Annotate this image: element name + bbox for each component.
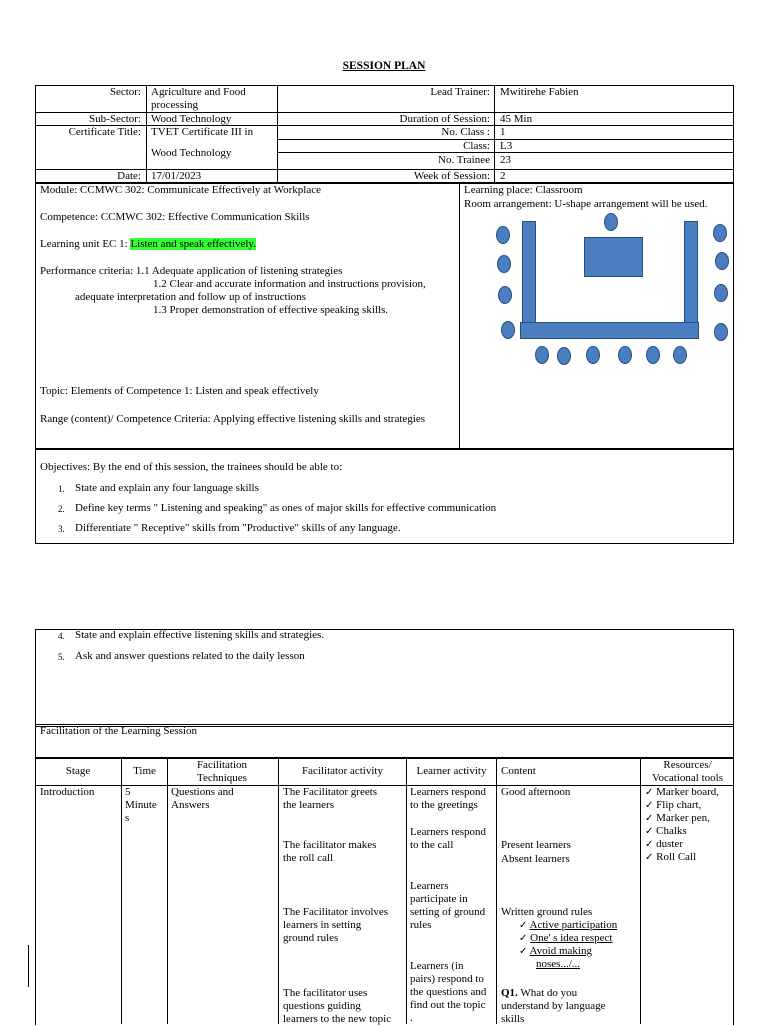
text-line: Learners (in <box>410 960 464 972</box>
col-learner: Learner activity <box>416 765 487 777</box>
objective-number-3: 3. <box>58 524 65 534</box>
checkmark-icon: ✓ <box>645 839 654 850</box>
performance-criteria-2b: adequate interpretation and follow up of instructions <box>75 291 306 303</box>
chair-bottom-2 <box>557 347 571 365</box>
techniques-line-2: Answers <box>171 799 210 811</box>
learner-activity-1 <box>410 786 486 812</box>
rule-text: One' s idea respect <box>530 932 613 944</box>
time-line-2: Minute <box>125 799 157 811</box>
resource-text: Marker pen, <box>656 812 710 824</box>
left-table <box>522 221 536 328</box>
learning-unit-highlight: Listen and speak effectively. <box>130 238 256 250</box>
class-value: L3 <box>500 140 513 152</box>
resource-item <box>645 825 719 838</box>
resource-text: Roll Call <box>656 851 697 863</box>
content-absent: Absent learners <box>501 853 570 865</box>
checkmark-icon: ✓ <box>645 813 654 824</box>
chair-right-3 <box>714 284 728 302</box>
facilitator-activity-4 <box>283 987 391 1026</box>
resources-list <box>645 786 719 864</box>
facilitator-activity-1 <box>283 786 377 812</box>
text-line: Learners respond <box>410 826 487 838</box>
resource-text: Flip chart, <box>656 799 702 811</box>
ground-rules-list <box>519 919 617 971</box>
content-greeting: Good afternoon <box>501 786 571 798</box>
chair-left-4 <box>501 321 515 339</box>
certificate-value-1: TVET Certificate III in <box>151 126 254 138</box>
text-line: pairs) respond to <box>410 973 484 985</box>
content-present: Present learners <box>501 839 571 851</box>
competence-line: Competence: CCMWC 302: Effective Communication Skills <box>40 211 310 223</box>
objective-5: Ask and answer questions related to the daily lesson <box>75 650 305 662</box>
text-line: The facilitator makes <box>283 839 377 851</box>
ground-rule-3 <box>519 945 617 958</box>
col-techniques: Facilitation Techniques <box>196 759 248 784</box>
text-line: setting of ground <box>410 906 486 918</box>
facilitation-heading: Facilitation of the Learning Session <box>40 725 198 737</box>
resource-item <box>645 838 719 851</box>
objective-4: State and explain effective listening skills and strategies. <box>75 629 325 641</box>
lead-trainer-label: Lead Trainer: <box>430 86 490 98</box>
sector-label: Sector: <box>109 86 141 98</box>
text-line: to the call <box>410 839 454 851</box>
checkmark-icon: ✓ <box>519 946 528 957</box>
teacher-chair <box>604 213 618 231</box>
text-line: The facilitator uses <box>283 987 368 999</box>
performance-criteria-2a: 1.2 Clear and accurate information and instructions provision, <box>153 278 426 290</box>
ground-rule-4 <box>519 958 617 971</box>
objective-3: Differentiate " Receptive" skills from "Productive" skills of any language. <box>75 522 401 534</box>
text-line: The Facilitator involves <box>283 906 389 918</box>
chair-right-1 <box>713 224 727 242</box>
chair-left-3 <box>498 286 512 304</box>
objective-number-4: 4. <box>58 631 65 641</box>
duration-label: Duration of Session: <box>399 113 490 125</box>
chair-left-1 <box>496 226 510 244</box>
page-title: SESSION PLAN <box>342 60 426 72</box>
stage-cell: Introduction <box>40 786 95 798</box>
text-line: questions guiding <box>283 1000 361 1012</box>
learning-unit-prefix: Learning unit EC 1: <box>40 238 131 250</box>
certificate-label: Certificate Title: <box>68 126 141 138</box>
q1-label: Q1. <box>501 987 518 999</box>
resource-item <box>645 812 719 825</box>
content-rules-title: Written ground rules <box>501 906 593 918</box>
lead-trainer-value: Mwitirehe Fabien <box>500 86 579 98</box>
facilitation-table <box>35 757 734 1025</box>
col-content: Content <box>501 765 536 777</box>
checkmark-icon: ✓ <box>645 800 654 811</box>
checkmark-icon: ✓ <box>645 826 654 837</box>
checkmark-icon: ✓ <box>645 787 654 798</box>
text-line: learners to the new topic <box>283 1013 392 1025</box>
text-line: Learners <box>410 880 449 892</box>
chair-left-2 <box>497 255 511 273</box>
checkmark-icon: ✓ <box>519 920 528 931</box>
chair-right-4 <box>714 323 728 341</box>
resource-item <box>645 851 719 864</box>
module-line: Module: CCMWC 302: Communicate Effectively at Workplace <box>40 184 321 196</box>
learner-activity-4 <box>410 960 486 1025</box>
resource-text: duster <box>656 838 684 850</box>
chair-bottom-5 <box>646 346 660 364</box>
range-line: Range (content)/ Competence Criteria: Applying effective listening skills and strategies <box>40 413 425 425</box>
notrainee-value: 23 <box>500 154 511 166</box>
week-value: 2 <box>500 170 506 182</box>
text-line: Learners respond <box>410 786 487 798</box>
objective-number-1: 1. <box>58 484 65 494</box>
text-line: ground rules <box>283 932 339 944</box>
performance-criteria-1: Performance criteria: 1.1 Adequate application of listening strategies <box>40 265 343 277</box>
q1-text: What do you <box>517 987 578 999</box>
rule-text: Avoid making <box>529 945 592 957</box>
text-line: find out the topic <box>410 999 486 1011</box>
objectives-continued-box <box>35 629 734 727</box>
right-table <box>684 221 698 328</box>
resource-item <box>645 799 719 812</box>
text-line: rules <box>410 919 432 931</box>
chair-bottom-3 <box>586 346 600 364</box>
facilitator-activity-2 <box>283 839 376 865</box>
text-line: learners in setting <box>283 919 362 931</box>
date-value: 17/01/2023 <box>151 170 202 182</box>
subsector-label: Sub-Sector: <box>89 113 141 125</box>
duration-value: 45 Min <box>500 113 533 125</box>
text-line: skills <box>501 1013 525 1025</box>
rule-text: noses.../... <box>536 958 580 970</box>
room-arrangement: Room arrangement: U-shape arrangement will be used. <box>464 198 708 210</box>
time-line-3: s <box>125 812 130 824</box>
chair-bottom-1 <box>535 346 549 364</box>
notrainee-label: No. Trainee <box>438 154 490 166</box>
chair-bottom-6 <box>673 346 687 364</box>
checkmark-icon: ✓ <box>645 852 654 863</box>
text-line: to the greetings <box>410 799 478 811</box>
techniques-line-1: Questions and <box>171 786 234 798</box>
objective-number-2: 2. <box>58 504 65 514</box>
certificate-value-2: Wood Technology <box>151 147 232 159</box>
text-line: . <box>410 1012 413 1024</box>
col-stage: Stage <box>65 765 91 777</box>
class-label: Class: <box>463 140 490 152</box>
ground-rule-2 <box>519 932 617 945</box>
text-line: participate in <box>410 893 468 905</box>
chair-right-2 <box>715 252 729 270</box>
objective-2: Define key terms " Listening and speaking" as ones of major skills for effective communication <box>75 502 497 514</box>
facilitator-activity-3 <box>283 906 388 945</box>
learner-activity-3 <box>410 880 485 932</box>
learning-unit <box>40 238 256 251</box>
topic-line: Topic: Elements of Competence 1: Listen and speak effectively <box>40 385 319 397</box>
sector-value-1: Agriculture and Food <box>151 86 246 98</box>
bottom-table <box>520 322 699 339</box>
learner-activity-2 <box>410 826 486 852</box>
sector-value-2: processing <box>151 99 199 111</box>
time-line-1: 5 <box>125 786 131 798</box>
col-resources: Resources/ Vocational tools <box>652 759 723 784</box>
chair-bottom-4 <box>618 346 632 364</box>
rule-text: Active participation <box>529 919 618 931</box>
resource-text: Marker board, <box>656 786 720 798</box>
text-line: understand by language <box>501 1000 606 1012</box>
resource-item <box>645 786 719 799</box>
col-time: Time <box>133 765 156 777</box>
week-label: Week of Session: <box>413 170 490 182</box>
objective-number-5: 5. <box>58 652 65 662</box>
resource-text: Chalks <box>656 825 687 837</box>
objective-1: State and explain any four language skills <box>75 482 259 494</box>
checkmark-icon: ✓ <box>519 933 528 944</box>
col-facilitator: Facilitator activity <box>302 765 383 777</box>
learning-place: Learning place: Classroom <box>464 184 583 196</box>
objectives-intro: Objectives: By the end of this session, the trainees should be able to: <box>40 461 343 473</box>
ground-rule-1 <box>519 919 617 932</box>
text-line: the questions and <box>410 986 487 998</box>
subsector-value: Wood Technology <box>151 113 232 125</box>
noclass-value: 1 <box>500 126 506 138</box>
performance-criteria-3: 1.3 Proper demonstration of effective speaking skills. <box>153 304 389 316</box>
teacher-desk <box>584 237 643 277</box>
text-line: The Facilitator greets <box>283 786 378 798</box>
text-line: the roll call <box>283 852 334 864</box>
noclass-label: No. Class : <box>441 126 490 138</box>
text-line: the learners <box>283 799 334 811</box>
date-label: Date: <box>117 170 141 182</box>
content-q1 <box>501 987 605 1026</box>
